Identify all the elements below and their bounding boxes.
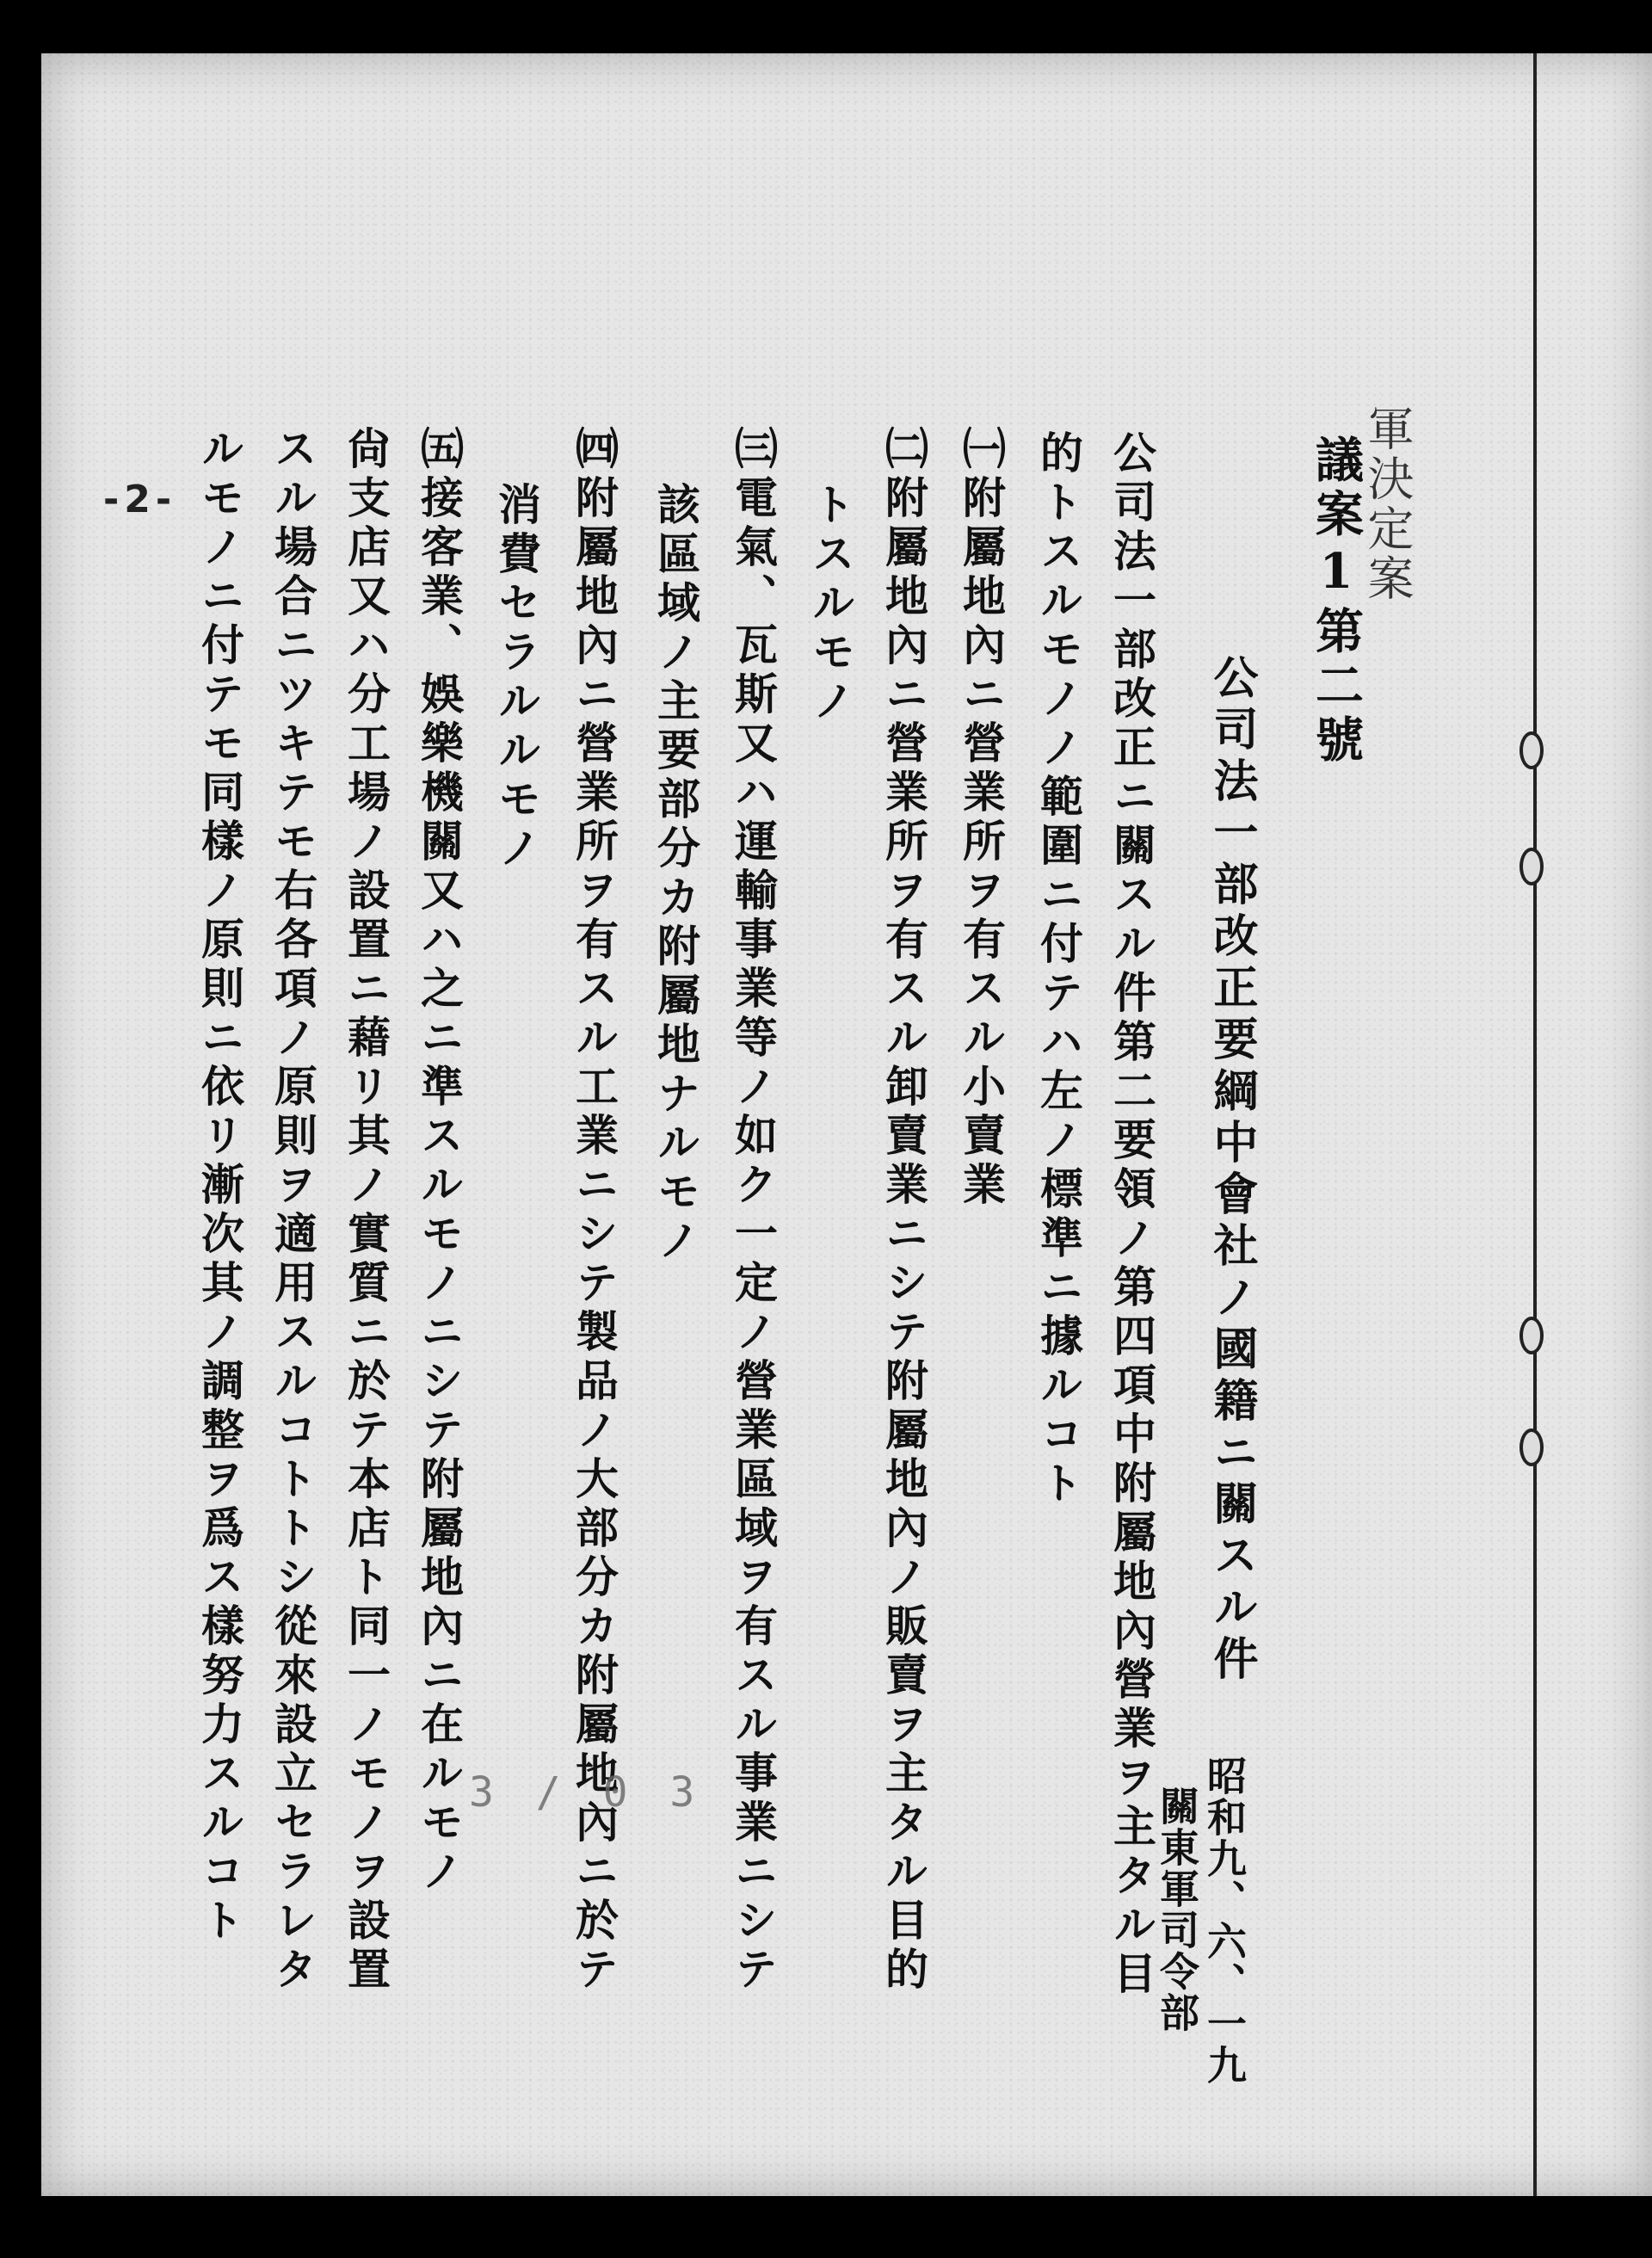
document-title: 公司法一部改正要綱中會社ノ國籍ニ關スル件 (1205, 654, 1258, 1687)
body-column: ㈠附屬地內ニ營業所ヲ有スル小賣業 (956, 426, 1007, 1211)
body-column: ㈤接客業、娛樂機關又ハ之ニ準スルモノニシテ附屬地內ニ在ルモノ (414, 426, 465, 1897)
binding-hole (1519, 731, 1544, 769)
body-column: 的トスルモノノ範圍ニ付テハ左ノ標準ニ據ルコト (1033, 430, 1084, 1509)
body-column: 該區域ノ主要部分カ附屬地ナルモノ (650, 482, 701, 1267)
body-column: ㈢電氣、瓦斯又ハ運輸事業等ノ如ク一定ノ營業區域ヲ有スル事業ニシテ (728, 426, 779, 1996)
body-column: スル場合ニツキテモ右各項ノ原則ヲ適用スルコトトシ從來設立セラレタ (268, 426, 318, 1996)
handwritten-stamp: 軍決定案 (1360, 404, 1415, 604)
issuing-authority: 關東軍司令部 (1154, 1786, 1200, 2033)
body-column: 尙支店又ハ分工場ノ設置ニ藉リ其ノ實質ニ於テ本店ト同一ノモノヲ設置 (341, 426, 391, 1996)
body-column: トスルモノ (805, 482, 856, 727)
body-column: 消費セラルルモノ (491, 482, 542, 874)
body-column: ㈣附屬地內ニ營業所ヲ有スル工業ニシテ製品ノ大部分カ附屬地內ニ於テ (569, 426, 620, 1996)
body-column: 公司法一部改正ニ關スル件第二要領ノ第四項中附屬地內營業ヲ主タル目 (1106, 430, 1157, 2000)
binding-hole (1519, 1317, 1544, 1354)
body-column: ルモノニ付テモ同樣ノ原則ニ依リ漸次其ノ調整ヲ爲ス樣努力スルコト (194, 426, 245, 1946)
margin-page-number: -2- (103, 478, 177, 521)
binding-hole (1519, 1428, 1544, 1466)
binding-hole (1519, 848, 1544, 885)
faint-stamp-number: 3 / 0 3 (469, 1768, 704, 1817)
body-column: ㈡附屬地內ニ營業所ヲ有スル卸賣業ニシテ附屬地內ノ販賣ヲ主タル目的 (878, 426, 929, 1996)
page-edge-rule (1533, 53, 1537, 2196)
document-date: 昭和九、六、一九 (1201, 1755, 1248, 2086)
document-number: 議案1第二號 (1308, 435, 1365, 768)
